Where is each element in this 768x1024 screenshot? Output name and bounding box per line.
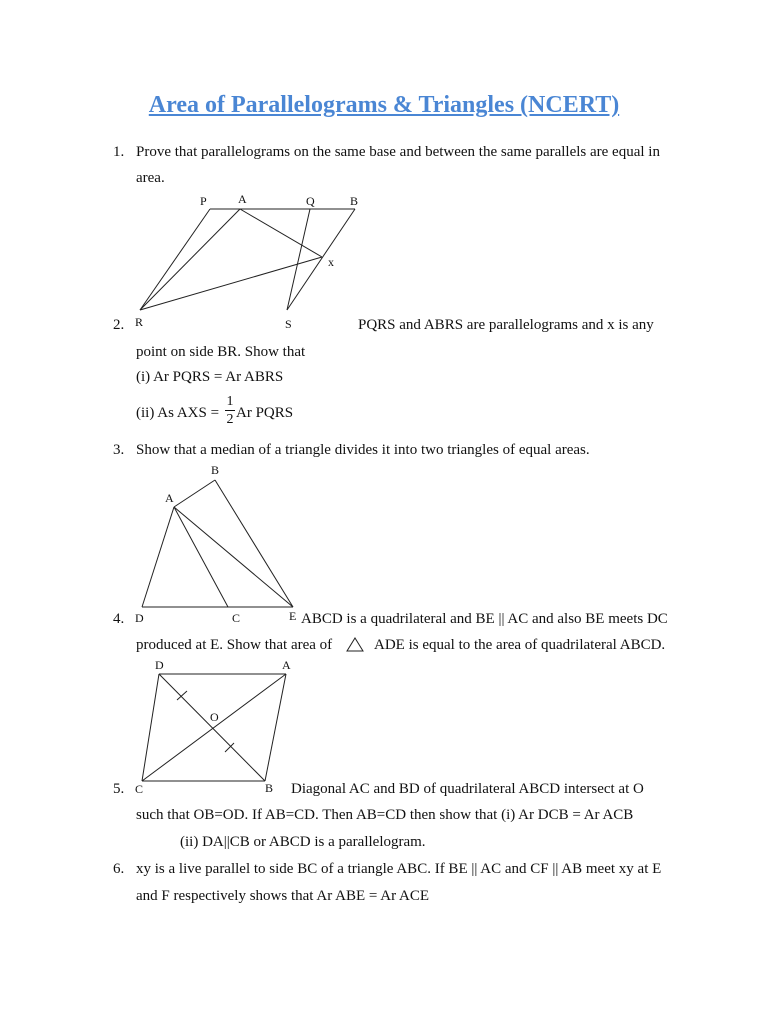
fig4-label-C: C	[135, 782, 144, 796]
fig4-label-O: O	[210, 710, 219, 724]
q2-number: 2.	[113, 317, 125, 333]
q1-number: 1.	[113, 144, 125, 160]
page-title: Area of Parallelograms & Triangles (NCERT)	[148, 92, 620, 118]
fig1-label-P: P	[200, 194, 207, 208]
fig1-label-A: A	[238, 192, 247, 206]
q2-fraction-numerator: 1	[226, 394, 234, 409]
fig1-label-B: B	[350, 194, 359, 208]
q4-text-line2-suffix: ADE is equal to the area of quadrilateral ABCD.	[374, 637, 666, 653]
q2-text-line1: PQRS and ABRS are parallelograms and x is any	[358, 317, 654, 333]
fig1-label-R: R	[135, 315, 144, 329]
q3-text-line1: Show that a median of a triangle divides it into two triangles of equal areas.	[136, 442, 590, 458]
fig1-label-x: x	[328, 255, 334, 269]
fig4-label-D: D	[155, 658, 164, 672]
fig3-label-E: E	[289, 609, 297, 623]
q3-number: 3.	[113, 442, 125, 458]
q2-text-line2: point on side BR. Show that	[136, 344, 306, 360]
fig3-label-C: C	[232, 611, 241, 625]
q1-text-line1: Prove that parallelograms on the same base and between the same parallels are equal in	[136, 144, 660, 160]
fig3-label-B: B	[211, 463, 220, 477]
fig3-label-D: D	[135, 611, 144, 625]
q6-number: 6.	[113, 861, 125, 877]
q6-text-line2: and F respectively shows that Ar ABE = Ar ACE	[136, 888, 430, 904]
q5-part-ii: (ii) DA||CB or ABCD is a parallelogram.	[180, 834, 426, 850]
q4-text-line2-prefix: produced at E. Show that area of	[136, 637, 333, 653]
figure-median-triangle	[130, 460, 305, 630]
figure-quadrilateral	[130, 655, 300, 800]
figure-parallelograms	[130, 190, 365, 335]
fig4-label-B: B	[265, 781, 274, 795]
q2-fraction-denominator: 2	[226, 412, 234, 427]
fig1-label-Q: Q	[306, 194, 315, 208]
q4-number: 4.	[113, 611, 125, 627]
fig1-label-S: S	[285, 317, 292, 331]
q5-text-line2: such that OB=OD. If AB=CD. Then AB=CD then show that (i) Ar DCB = Ar ACB	[136, 807, 634, 823]
q2-part-ii-suffix: Ar PQRS	[236, 405, 294, 421]
q5-text-line1: Diagonal AC and BD of quadrilateral ABCD intersect at O	[291, 781, 644, 797]
triangle-icon	[346, 637, 364, 653]
fig4-label-A: A	[282, 658, 291, 672]
q2-part-i: (i) Ar PQRS = Ar ABRS	[136, 369, 284, 385]
q2-fraction-bar	[225, 410, 235, 411]
q4-text-line1: ABCD is a quadrilateral and BE || AC and also BE meets DC	[301, 611, 668, 627]
q2-part-ii-prefix: (ii) As AXS =	[136, 405, 220, 421]
q6-text-line1: xy is a live parallel to side BC of a triangle ABC. If BE || AC and CF || AB meet xy at E	[136, 861, 662, 877]
q5-number: 5.	[113, 781, 125, 797]
fig3-label-A: A	[165, 491, 174, 505]
q1-text-line2: area.	[136, 170, 165, 186]
